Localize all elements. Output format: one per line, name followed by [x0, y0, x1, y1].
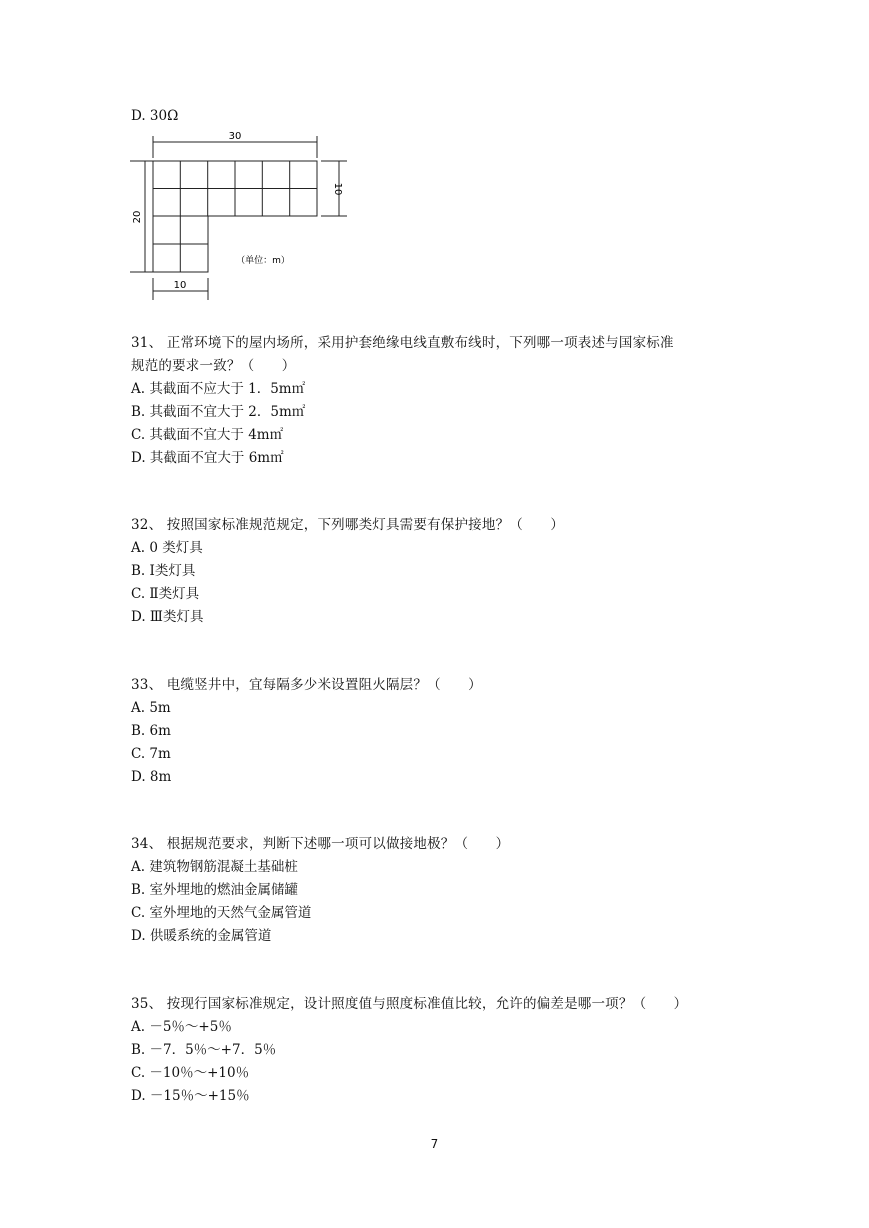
q34-option-b: B. 室外埋地的燃油金属储罐: [131, 882, 299, 898]
q34-stem: 34、 根据规范要求，判断下述哪一项可以做接地极？（ ）: [131, 836, 510, 852]
unit-note: （单位：m）: [236, 256, 290, 266]
q35-option-c: C. －10％～+10％: [131, 1065, 250, 1081]
q33-option-d: D. 8m: [131, 769, 172, 785]
q31-stem-line-1: 31、 正常环境下的屋内场所，采用护套绝缘电线直敷布线时，下列哪一项表述与国家标准: [131, 335, 674, 351]
page-number: 7: [430, 1137, 439, 1151]
dim-left-label: 20: [132, 210, 143, 224]
q35-option-a: A. －5％～+5％: [131, 1019, 232, 1035]
q33-stem: 33、 电缆竖井中，宜每隔多少米设置阻火隔层？（ ）: [131, 677, 482, 693]
q35-option-b: B. －7．5％～+7．5％: [131, 1042, 277, 1058]
q31-option-d: D. 其截面不宜大于 6m㎡: [131, 450, 284, 466]
q31-option-a: A. 其截面不应大于 1．5m㎡: [131, 381, 306, 397]
q33-option-a: A. 5m: [131, 700, 171, 716]
q33-option-b: B. 6m: [131, 723, 171, 739]
grid-figure: [125, 128, 360, 308]
q32-option-d: D. Ⅲ类灯具: [131, 609, 204, 625]
prev-option-d: D. 30Ω: [131, 108, 179, 124]
q32-option-c: C. Ⅱ类灯具: [131, 586, 200, 602]
dim-top-label: 30: [228, 131, 242, 142]
q33-option-c: C. 7m: [131, 746, 171, 762]
dim-bottom-label: 10: [173, 280, 187, 291]
q31-stem-line-2: 规范的要求一致？（ ）: [131, 358, 296, 374]
q31-option-b: B. 其截面不宜大于 2．5m㎡: [131, 404, 306, 420]
q32-stem: 32、 按照国家标准规范规定，下列哪类灯具需要有保护接地？（ ）: [131, 517, 565, 533]
q31-option-c: C. 其截面不宜大于 4m㎡: [131, 427, 284, 443]
q35-stem: 35、 按现行国家标准规定，设计照度值与照度标准值比较，允许的偏差是哪一项？（ ）: [131, 996, 688, 1012]
q34-option-c: C. 室外埋地的天然气金属管道: [131, 905, 312, 921]
dim-right-label: 10: [332, 182, 343, 196]
q32-option-b: B. Ⅰ类灯具: [131, 563, 196, 579]
q32-option-a: A. 0 类灯具: [131, 540, 203, 556]
q34-option-d: D. 供暖系统的金属管道: [131, 928, 272, 944]
q34-option-a: A. 建筑物钢筋混凝土基础桩: [131, 859, 298, 875]
q35-option-d: D. －15％～+15％: [131, 1088, 250, 1104]
